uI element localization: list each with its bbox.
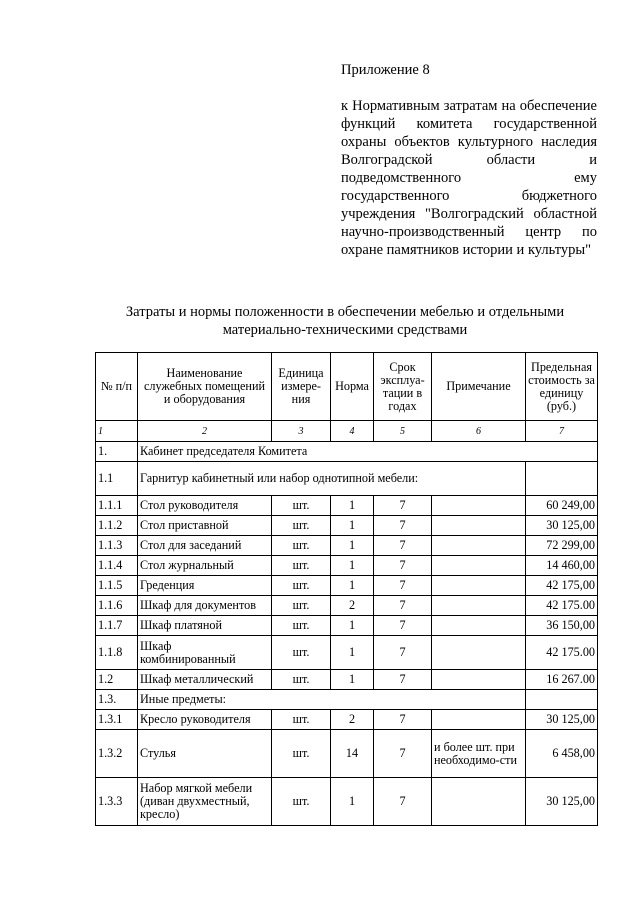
item-number: 1.3.3 (96, 778, 138, 826)
item-name: Стол журнальный (138, 556, 272, 576)
subsection-row (96, 690, 598, 710)
cost-norms-table (95, 352, 598, 826)
item-unit: шт. (272, 576, 331, 596)
item-note (432, 710, 526, 730)
appendix-text: к Нормативным затратам на обеспечение функций комитета государственной охраны объектов культурного наследия Волгоградской области и подведомственного ему государственного бюджетного учреждения "Волгоградский областной научно-производственный центр по охране памятников истории и культуры" (341, 98, 597, 258)
item-norm: 14 (331, 730, 374, 778)
column-number: 1 (96, 421, 138, 442)
item-number: 1.1.1 (96, 496, 138, 516)
item-name: Набор мягкой мебели (диван двухместный, кресло) (138, 778, 272, 826)
heading-line-1: Затраты и нормы положенности в обеспечении мебелью и отдельными (125, 304, 565, 320)
column-number: 3 (272, 421, 331, 442)
item-norm: 2 (331, 710, 374, 730)
table-row (96, 616, 598, 636)
item-unit: шт. (272, 778, 331, 826)
empty-cell (526, 462, 598, 496)
item-unit: шт. (272, 710, 331, 730)
column-header: Примечание (432, 353, 526, 421)
document-heading (95, 303, 595, 339)
item-note (432, 636, 526, 670)
item-unit: шт. (272, 730, 331, 778)
column-number: 7 (526, 421, 598, 442)
table-row (96, 536, 598, 556)
item-number: 1.1.6 (96, 596, 138, 616)
subsection-title: Гарнитур кабинетный или набор однотипной мебели: (138, 462, 526, 496)
item-term: 7 (374, 516, 432, 536)
subsection-number: 1.1 (96, 462, 138, 496)
subsection-number: 1.3. (96, 690, 138, 710)
item-term: 7 (374, 576, 432, 596)
item-note (432, 556, 526, 576)
item-note (432, 536, 526, 556)
item-unit: шт. (272, 516, 331, 536)
item-name: Шкаф комбинированный (138, 636, 272, 670)
section-row (96, 442, 598, 462)
item-price: 42 175,00 (526, 576, 598, 596)
column-number: 4 (331, 421, 374, 442)
item-number: 1.1.8 (96, 636, 138, 670)
item-price: 72 299,00 (526, 536, 598, 556)
item-norm: 1 (331, 496, 374, 516)
item-price: 42 175.00 (526, 636, 598, 670)
table-row (96, 576, 598, 596)
item-norm: 1 (331, 616, 374, 636)
item-term: 7 (374, 730, 432, 778)
header-row (96, 353, 598, 421)
item-unit: шт. (272, 636, 331, 670)
item-note (432, 516, 526, 536)
item-name: Шкаф металлический (138, 670, 272, 690)
table-row (96, 516, 598, 536)
table-row (96, 636, 598, 670)
item-name: Стулья (138, 730, 272, 778)
column-number: 6 (432, 421, 526, 442)
column-number: 5 (374, 421, 432, 442)
item-name: Шкаф для документов (138, 596, 272, 616)
item-term: 7 (374, 596, 432, 616)
column-header: Срок эксплуа-тации в годах (374, 353, 432, 421)
item-note (432, 596, 526, 616)
item-number: 1.1.5 (96, 576, 138, 596)
item-name: Греденция (138, 576, 272, 596)
item-price: 36 150,00 (526, 616, 598, 636)
item-norm: 1 (331, 778, 374, 826)
item-number: 1.1.7 (96, 616, 138, 636)
item-note (432, 616, 526, 636)
table-row (96, 596, 598, 616)
item-note: и более шт. при необходимо-сти (432, 730, 526, 778)
item-unit: шт. (272, 536, 331, 556)
item-number: 1.1.4 (96, 556, 138, 576)
item-note (432, 576, 526, 596)
item-number: 1.3.2 (96, 730, 138, 778)
item-norm: 1 (331, 670, 374, 690)
item-price: 60 249,00 (526, 496, 598, 516)
column-number: 2 (138, 421, 272, 442)
item-price: 14 460,00 (526, 556, 598, 576)
subsection-title: Иные предметы: (138, 690, 526, 710)
table-row (96, 496, 598, 516)
column-header: Наименование служебных помещений и оборудования (138, 353, 272, 421)
item-norm: 1 (331, 516, 374, 536)
item-price: 30 125,00 (526, 516, 598, 536)
section-title: Кабинет председателя Комитета (138, 442, 598, 462)
table-row (96, 556, 598, 576)
column-header: Норма (331, 353, 374, 421)
item-unit: шт. (272, 596, 331, 616)
item-name: Стол приставной (138, 516, 272, 536)
item-term: 7 (374, 778, 432, 826)
column-header: № п/п (96, 353, 138, 421)
item-term: 7 (374, 496, 432, 516)
item-term: 7 (374, 556, 432, 576)
table-row (96, 730, 598, 778)
item-unit: шт. (272, 670, 331, 690)
item-note (432, 778, 526, 826)
appendix-title: Приложение 8 (341, 62, 430, 78)
item-norm: 1 (331, 536, 374, 556)
item-number: 1.3.1 (96, 710, 138, 730)
item-name: Стол для заседаний (138, 536, 272, 556)
item-price: 6 458,00 (526, 730, 598, 778)
item-term: 7 (374, 636, 432, 670)
item-norm: 1 (331, 556, 374, 576)
item-norm: 1 (331, 636, 374, 670)
item-term: 7 (374, 670, 432, 690)
item-unit: шт. (272, 496, 331, 516)
empty-cell (526, 690, 598, 710)
item-name: Стол руководителя (138, 496, 272, 516)
item-price: 16 267.00 (526, 670, 598, 690)
item-term: 7 (374, 616, 432, 636)
column-number-row (96, 421, 598, 442)
heading-line-2: материально-техническими средствами (222, 322, 468, 338)
item-number: 1.1.2 (96, 516, 138, 536)
item-number: 1.1.3 (96, 536, 138, 556)
table-row (96, 670, 598, 690)
item-price: 30 125,00 (526, 778, 598, 826)
item-number: 1.2 (96, 670, 138, 690)
item-unit: шт. (272, 556, 331, 576)
column-header: Предельная стоимость за единицу (руб.) (526, 353, 598, 421)
item-term: 7 (374, 710, 432, 730)
item-price: 42 175.00 (526, 596, 598, 616)
item-name: Кресло руководителя (138, 710, 272, 730)
table-row (96, 778, 598, 826)
item-norm: 2 (331, 596, 374, 616)
item-term: 7 (374, 536, 432, 556)
table-row (96, 710, 598, 730)
item-note (432, 670, 526, 690)
item-name: Шкаф платяной (138, 616, 272, 636)
item-note (432, 496, 526, 516)
section-number: 1. (96, 442, 138, 462)
column-header: Единица измере-ния (272, 353, 331, 421)
item-unit: шт. (272, 616, 331, 636)
subsection-row (96, 462, 598, 496)
item-norm: 1 (331, 576, 374, 596)
item-price: 30 125,00 (526, 710, 598, 730)
